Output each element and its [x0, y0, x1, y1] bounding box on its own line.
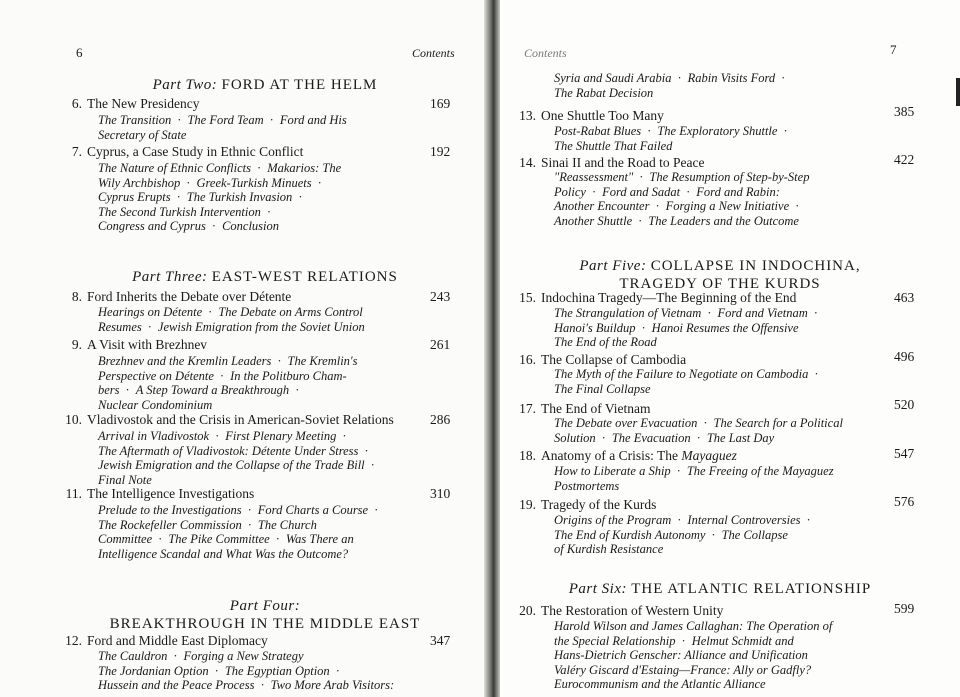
chapter-14[interactable]: 14. Sinai II and the Road to Peace 422: [519, 152, 915, 170]
chapter-15[interactable]: 15. Indochina Tragedy—The Beginning of the End 463: [519, 290, 915, 305]
chapter-10[interactable]: 10. Vladivostok and the Crisis in American-Soviet Relations 286: [65, 412, 451, 427]
part-two-heading: Part Two: FORD AT THE HELM: [152, 77, 378, 93]
right-page: [500, 0, 960, 697]
chapter-7[interactable]: 7. Cyprus, a Case Study in Ethnic Conflict 192: [71, 144, 451, 159]
part-four-heading: Part Four: BREAKTHROUGH IN THE MIDDLE EAST: [109, 598, 421, 632]
chapter-16[interactable]: 16. The Collapse of Cambodia 496: [519, 349, 915, 367]
chapter-6-subsections: The Transition · The Ford Team · Ford and His Secretary of State: [98, 113, 347, 142]
chapter-12[interactable]: 12. Ford and Middle East Diplomacy 347: [65, 633, 451, 648]
chapter-9-subsections: Brezhnev and the Kremlin Leaders · The Kremlin's Perspective on Détente · In the Politburo Cham- bers · A Step Toward a Breakthrough · Nuclear Condominium: [98, 354, 358, 412]
running-head: Contents: [524, 46, 567, 60]
chapter-19-subsections: Origins of the Program · Internal Controversies · The End of Kurdish Autonomy · The Collapse of Kurdish Resistance: [554, 513, 811, 556]
page-number: 6: [76, 45, 83, 60]
chapter-10-subsections: Arrival in Vladivostok · First Plenary Meeting · The Aftermath of Vladivostok: Détente Under Stress · Jewish Emigration and the Collapse of the Trade Bill · Final Note: [98, 429, 375, 487]
book-gutter: [484, 0, 500, 697]
chapter-11-subsections: Prelude to the Investigations · Ford Charts a Course · The Rockefeller Commission · The Church Committee · The Pike Committee · Was There an Intelligence Scandal and What Was the Outcome?: [98, 503, 379, 561]
page-number: 7: [890, 42, 897, 57]
part-three-heading: Part Three: EAST-WEST RELATIONS: [132, 269, 398, 285]
running-head: Contents: [412, 46, 455, 60]
part-six-heading: Part Six: THE ATLANTIC RELATIONSHIP: [568, 581, 872, 597]
chapter-12-subsections: The Cauldron · Forging a New Strategy The Jordanian Option · The Egyptian Option · Hussein and the Peace Process · Two More Arab Visitors:: [98, 649, 395, 692]
chapter-11[interactable]: 11. The Intelligence Investigations 310: [65, 486, 451, 501]
chapter-18-subsections: How to Liberate a Ship · The Freeing of the Mayaguez Postmortems: [554, 464, 834, 493]
chapter-8[interactable]: 8. Ford Inherits the Debate over Détente 243: [71, 289, 451, 304]
chapter-14-subsections: "Reassessment" · The Resumption of Step-by-Step Policy · Ford and Sadat · Ford and Rabin: Another Encounter · Forging a New Initiative · Another Shuttle · The Leaders and the Outcome: [554, 170, 810, 228]
chapter-17[interactable]: 17. The End of Vietnam 520: [519, 397, 915, 416]
chapter-16-subsections: The Myth of the Failure to Negotiate on Cambodia · The Final Collapse: [554, 367, 819, 396]
chapter-19[interactable]: 19. Tragedy of the Kurds 576: [519, 494, 915, 512]
chapter-20-subsections: Harold Wilson and James Callaghan: The Operation of the Special Relationship · Helmut Schmidt and Hans-Dietrich Genscher: Alliance and Unification Valéry Giscard d'Estaing—France: Ally or Gadfly? Eurocommunism and the Atlantic Alliance: [554, 619, 833, 691]
part-five-heading: Part Five: COLLAPSE IN INDOCHINA, TRAGEDY OF THE KURDS: [579, 258, 861, 292]
chapter-12-continued-subsections: Syria and Saudi Arabia · Rabin Visits Ford · The Rabat Decision: [554, 71, 786, 100]
chapter-15-subsections: The Strangulation of Vietnam · Ford and Vietnam · Hanoi's Buildup · Hanoi Resumes the Offensive The End of the Road: [554, 306, 818, 349]
chapter-18[interactable]: 18. Anatomy of a Crisis: The Mayaguez 547: [519, 446, 915, 463]
chapter-9[interactable]: 9. A Visit with Brezhnev 261: [71, 337, 451, 352]
chapter-8-subsections: Hearings on Détente · The Debate on Arms Control Resumes · Jewish Emigration from the Soviet Union: [98, 305, 365, 334]
chapter-17-subsections: The Debate over Evacuation · The Search for a Political Solution · The Evacuation · The Last Day: [554, 416, 843, 445]
chapter-6[interactable]: 6. The New Presidency 169: [71, 96, 451, 111]
chapter-20[interactable]: 20. The Restoration of Western Unity 599: [519, 601, 915, 618]
chapter-7-subsections: The Nature of Ethnic Conflicts · Makarios: The Wily Archbishop · Greek-Turkish Minuets · Cyprus Erupts · The Turkish Invasion · The Second Turkish Intervention · Congress and Cyprus · Conclusion: [98, 161, 342, 233]
chapter-13-subsections: Post-Rabat Blues · The Exploratory Shuttle · The Shuttle That Failed: [554, 124, 788, 153]
page-edge-mark: [956, 78, 960, 106]
chapter-13[interactable]: 13. One Shuttle Too Many 385: [519, 104, 915, 123]
